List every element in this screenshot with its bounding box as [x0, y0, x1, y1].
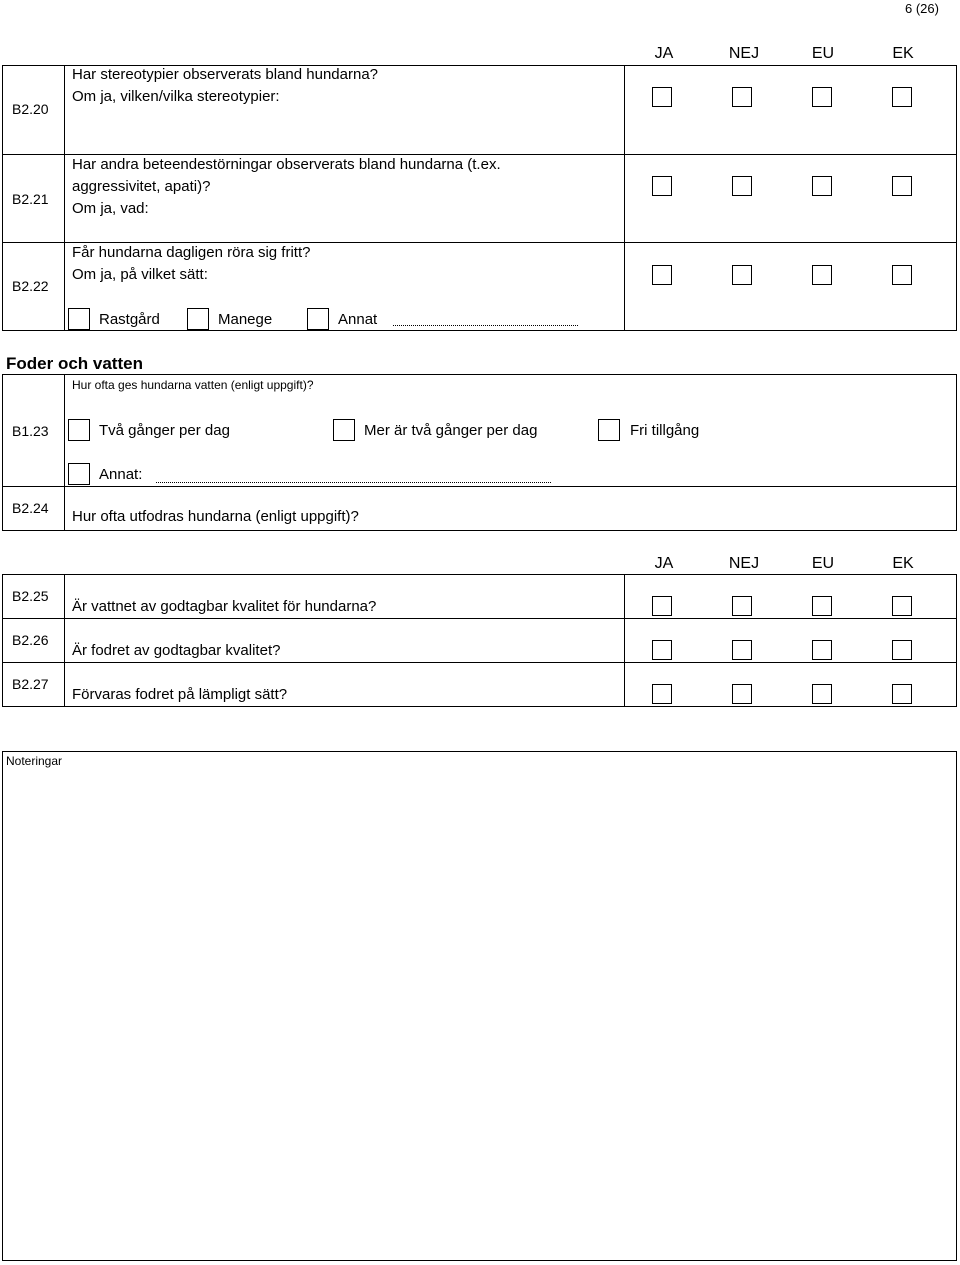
table-border-right: [956, 65, 957, 331]
column-divider: [624, 574, 625, 707]
table-border-left: [2, 374, 3, 531]
table-border-top: [2, 574, 957, 575]
checkbox-ja[interactable]: [652, 265, 672, 285]
checkbox-manege[interactable]: [187, 308, 209, 330]
checkbox-ek[interactable]: [892, 265, 912, 285]
column-divider: [624, 65, 625, 331]
table-border-bottom: [2, 706, 957, 707]
annat-input-line[interactable]: [393, 325, 578, 326]
table-border-left: [2, 65, 3, 331]
question-code: B2.26: [12, 632, 49, 648]
question-text: Förvaras fodret på lämpligt sätt?: [72, 686, 288, 703]
question-text: aggressivitet, apati)?: [72, 178, 211, 195]
column-divider: [64, 65, 65, 331]
page-number: 6 (26): [905, 1, 939, 16]
checkbox-ek[interactable]: [892, 87, 912, 107]
section-title: Foder och vatten: [6, 354, 143, 373]
question-code: B2.22: [12, 278, 49, 294]
question-code: B2.20: [12, 101, 49, 117]
checkbox-ek[interactable]: [892, 596, 912, 616]
checkbox-annat[interactable]: [307, 308, 329, 330]
question-text: Är fodret av godtagbar kvalitet?: [72, 642, 281, 659]
column-divider: [64, 374, 65, 531]
option-label: Mer är två gånger per dag: [364, 422, 538, 439]
header-ek: EK: [892, 555, 914, 572]
option-label: Rastgård: [99, 311, 160, 328]
checkbox-ja[interactable]: [652, 87, 672, 107]
question-code: B2.25: [12, 588, 49, 604]
header-nej: NEJ: [728, 555, 760, 572]
checkbox-nej[interactable]: [732, 176, 752, 196]
row-divider: [2, 486, 957, 487]
question-text: Är vattnet av godtagbar kvalitet för hundarna?: [72, 598, 377, 615]
question-code: B2.27: [12, 676, 49, 692]
checkbox-tva-ganger[interactable]: [68, 419, 90, 441]
option-label: Fri tillgång: [630, 422, 700, 439]
header-ja: JA: [654, 555, 674, 572]
header-eu: EU: [811, 555, 835, 572]
header-ek: EK: [892, 45, 914, 62]
checkbox-fri-tillgang[interactable]: [598, 419, 620, 441]
section-subtitle: Hur ofta ges hundarna vatten (enligt uppgift)?: [72, 378, 314, 392]
question-code: B2.21: [12, 191, 49, 207]
checkbox-eu[interactable]: [812, 684, 832, 704]
row-divider: [2, 662, 957, 663]
column-divider: [64, 574, 65, 707]
checkbox-mer-an-tva[interactable]: [333, 419, 355, 441]
header-eu: EU: [811, 45, 835, 62]
row-divider: [2, 618, 957, 619]
option-label: Två gånger per dag: [99, 422, 230, 439]
notes-label: Noteringar: [6, 754, 63, 768]
question-subtext: Om ja, vad:: [72, 200, 149, 217]
annat-input-line[interactable]: [156, 482, 551, 483]
checkbox-eu[interactable]: [812, 176, 832, 196]
checkbox-rastgard[interactable]: [68, 308, 90, 330]
checkbox-ek[interactable]: [892, 176, 912, 196]
option-label: Annat:: [99, 466, 143, 483]
question-text: Hur ofta utfodras hundarna (enligt uppgift)?: [72, 508, 359, 525]
question-subtext: Om ja, vilken/vilka stereotypier:: [72, 88, 280, 105]
checkbox-eu[interactable]: [812, 640, 832, 660]
checkbox-nej[interactable]: [732, 684, 752, 704]
checkbox-eu[interactable]: [812, 87, 832, 107]
checkbox-ja[interactable]: [652, 640, 672, 660]
question-text: Har andra beteendestörningar observerats bland hundarna (t.ex.: [72, 156, 501, 173]
checkbox-annat[interactable]: [68, 463, 90, 485]
table-border-left: [2, 574, 3, 707]
checkbox-ja[interactable]: [652, 684, 672, 704]
checkbox-nej[interactable]: [732, 596, 752, 616]
option-label: Manege: [218, 311, 273, 328]
question-code: B2.24: [12, 500, 49, 516]
checkbox-nej[interactable]: [732, 265, 752, 285]
table-border-right: [956, 374, 957, 531]
notes-area[interactable]: [2, 751, 957, 1261]
header-nej: NEJ: [728, 45, 760, 62]
checkbox-ja[interactable]: [652, 596, 672, 616]
table-border-top: [2, 374, 957, 375]
table-border-bottom: [2, 530, 957, 531]
question-subtext: Om ja, på vilket sätt:: [72, 266, 208, 283]
table-border-bottom: [2, 330, 957, 331]
checkbox-ek[interactable]: [892, 684, 912, 704]
question-text: Har stereotypier observerats bland hundarna?: [72, 66, 379, 83]
checkbox-nej[interactable]: [732, 87, 752, 107]
table-border-right: [956, 574, 957, 707]
row-divider: [2, 242, 957, 243]
header-ja: JA: [654, 45, 674, 62]
checkbox-eu[interactable]: [812, 596, 832, 616]
checkbox-nej[interactable]: [732, 640, 752, 660]
checkbox-eu[interactable]: [812, 265, 832, 285]
row-divider: [2, 154, 957, 155]
checkbox-ja[interactable]: [652, 176, 672, 196]
question-code: B1.23: [12, 423, 49, 439]
checkbox-ek[interactable]: [892, 640, 912, 660]
option-label: Annat: [338, 311, 378, 328]
question-text: Får hundarna dagligen röra sig fritt?: [72, 244, 311, 261]
